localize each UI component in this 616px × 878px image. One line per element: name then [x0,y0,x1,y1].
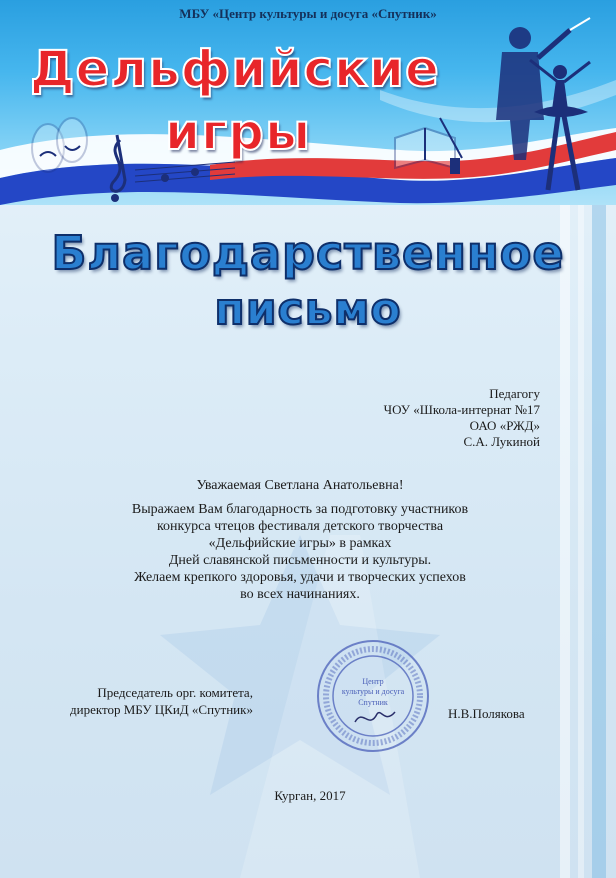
letter-body [50,501,550,603]
place-and-year: Курган, 2017 [274,788,346,803]
stamp-text-line2: культуры и досуга [341,687,405,696]
official-stamp [315,638,431,754]
addressee-line: С.А. Лукиной [463,434,540,449]
body-line: конкурса чтецов фестиваля детского творчества [156,519,444,534]
body-line: Желаем крепкого здоровья, удачи и творческих успехов [134,570,466,585]
signatory-position [70,684,253,718]
signatory-name: Н.В.Полякова [448,706,525,721]
position-line: директор МБУ ЦКиД «Спутник» [70,702,253,717]
letter-title-line1: Благодарственное [51,226,565,280]
festival-title-line1: Дельфийские [30,40,440,98]
stamp-text-line3: Спутник [358,698,388,707]
letter-title-line2: письмо [214,284,402,335]
body-line: Дней славянской письменности и культуры. [168,553,432,568]
addressee-line: Педагогу [489,386,540,401]
body-line: во всех начинаниях. [240,587,360,602]
addressee-line: ЧОУ «Школа-интернат №17 [383,402,540,417]
addressee-block [384,386,540,450]
position-line: Председатель орг. комитета, [97,685,253,700]
addressee-line: ОАО «РЖД» [469,418,540,433]
body-line: «Дельфийские игры» в рамках [208,536,392,551]
festival-title-line2: игры [165,103,312,161]
header-banner [0,0,616,205]
handwritten-signature [355,712,395,722]
body-line: Выражаем Вам благодарность за подготовку участников [131,502,469,517]
salutation: Уважаемая Светлана Анатольевна! [196,478,404,493]
organization-name: МБУ «Центр культуры и досуга «Спутник» [179,6,437,21]
stamp-text-line1: Центр [362,677,384,686]
